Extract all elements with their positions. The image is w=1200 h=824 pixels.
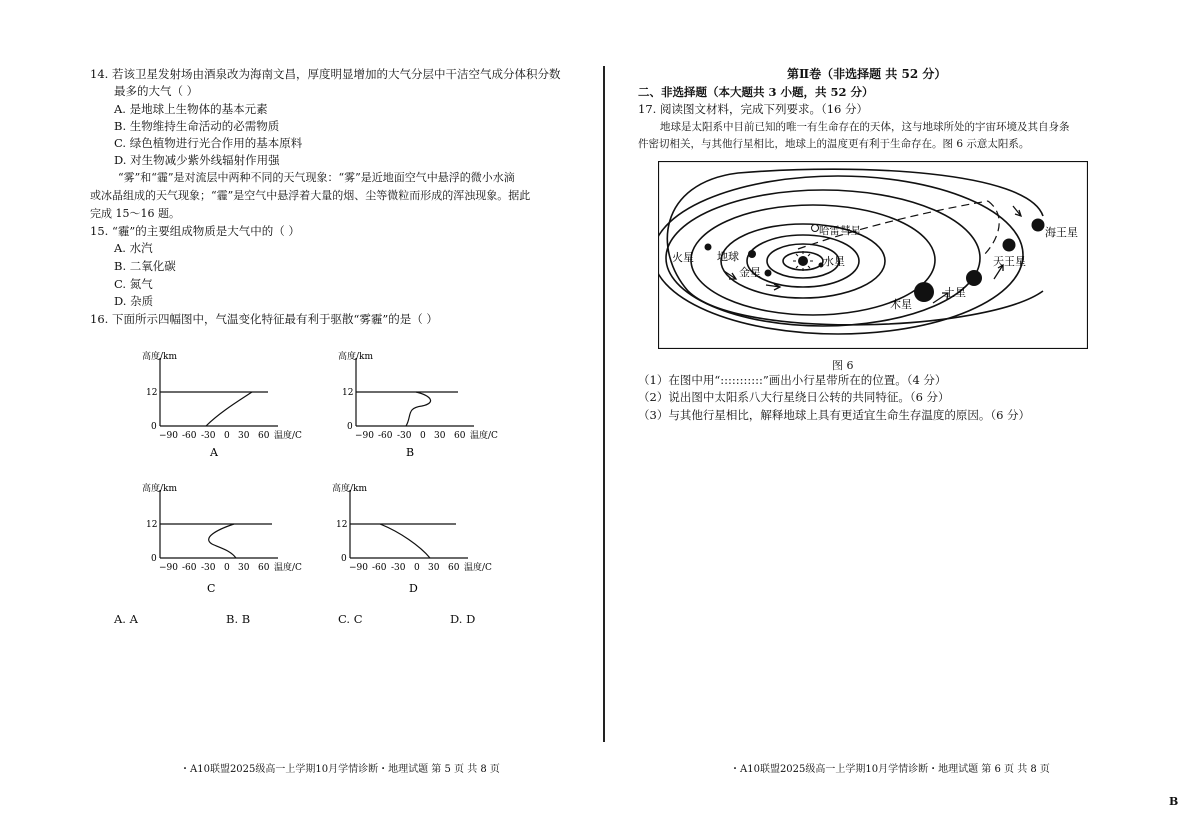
right-footer: ・A10联盟2025级高一上学期10月学情诊断・地理试题 第 6 页 共 8 页: [730, 764, 1050, 775]
earth-dot: [748, 250, 756, 258]
chart-a-xtick: −90: [159, 431, 178, 441]
q17-sub3: （3）与其他行星相比，解释地球上具有更适宜生命生存温度的原因。（6 分）: [638, 408, 1031, 422]
label-mars: 火星: [672, 251, 694, 264]
chart-a-tick-0: 0: [151, 422, 157, 432]
q17-stem: 17. 阅读图文材料，完成下列要求。（16 分）: [638, 102, 868, 116]
chart-b-temperature-curve: [406, 392, 431, 426]
chart-d-xtick: −90: [349, 563, 368, 573]
q14-option-c: C. 绿色植物进行光合作用的基本原料: [114, 136, 303, 150]
chart-d-tick-0: 0: [341, 554, 347, 564]
q16-answer-d: D. D: [450, 612, 476, 626]
chart-d-xtick: -30: [391, 563, 406, 573]
chart-b-letter: B: [406, 446, 415, 459]
chart-c-temperature-curve: [209, 524, 236, 558]
chart-d-xtick: 30: [428, 563, 440, 573]
q16-stem: 16. 下面所示四幅图中，气温变化特征最有利于驱散“雾霾”的是（ ）: [90, 312, 438, 326]
label-venus: 金星: [739, 266, 761, 279]
q14-stem-line2: 最多的大气（ ）: [114, 84, 199, 98]
label-uranus: 天王星: [993, 255, 1026, 268]
chart-a-xticks: [159, 431, 270, 441]
label-saturn: 土星: [944, 286, 966, 299]
comet-dot: [812, 225, 819, 232]
section-heading: 二、非选择题（本大题共 3 小题，共 52 分）: [638, 85, 874, 99]
chart-d-svg: [330, 482, 510, 597]
q17-sub1: （1）在图中用“:::::::::::”画出小行星带所在的位置。（4 分）: [638, 373, 947, 387]
chart-c-svg: [140, 482, 320, 597]
chart-c-xtick: 60: [258, 563, 270, 573]
chart-b-ylabel: 高度/km: [338, 352, 374, 362]
neptune-dot: [1032, 219, 1045, 232]
q15-option-d: D. 杂质: [114, 294, 154, 308]
label-mercury: 水星: [823, 255, 845, 268]
page-divider: [603, 66, 605, 742]
venus-dot: [765, 270, 772, 277]
mars-dot: [705, 244, 712, 251]
saturn-dot: [966, 270, 982, 286]
material-line1: “雾”和“霾”是对流层中两种不同的天气现象：“雾”是近地面空气中悬浮的微小水滴: [118, 171, 515, 184]
q17-passage-line1: 地球是太阳系中目前已知的唯一有生命存在的天体，这与地球所处的宇宙环境及其自身条: [660, 121, 1070, 133]
chart-c-xlabel: 温度/C: [274, 563, 302, 573]
chart-a-xlabel: 温度/C: [274, 431, 302, 441]
chart-c-xtick: -30: [201, 563, 216, 573]
chart-b-tick-12: 12: [342, 388, 354, 398]
q15-option-a: A. 水汽: [114, 241, 153, 255]
chart-c-ylabel: 高度/km: [142, 484, 178, 494]
chart-d-xtick: 0: [414, 563, 420, 573]
solar-system-svg: [658, 161, 1088, 349]
q15-stem: 15. “霾”的主要组成物质是大气中的（ ）: [90, 224, 300, 238]
q15-option-b: B. 二氧化碳: [114, 259, 176, 273]
q14-option-b: B. 生物维持生命活动的必需物质: [114, 119, 280, 133]
chart-c-xtick: -60: [182, 563, 197, 573]
jupiter-dot: [914, 282, 934, 302]
chart-c-tick-0: 0: [151, 554, 157, 564]
chart-b-svg: [336, 350, 516, 460]
q16-answer-c: C. C: [338, 612, 363, 626]
material-line2: 或冰晶组成的天气现象；“霾”是空气中悬浮着大量的烟、尘等微粒而形成的浑浊现象。据此: [90, 189, 531, 202]
chart-b-xlabel: 温度/C: [470, 431, 498, 441]
q14-option-a: A. 是地球上生物体的基本元素: [114, 102, 268, 116]
label-neptune: 海王星: [1045, 226, 1078, 239]
chart-a-xtick: 60: [258, 431, 270, 441]
version-mark: B: [1169, 795, 1179, 808]
q17-passage-line2: 件密切相关，与其他行星相比，地球上的温度更有利于生命存在。图 6 示意太阳系。: [638, 138, 1030, 150]
chart-c-xtick: −90: [159, 563, 178, 573]
temperature-chart-b: [336, 350, 516, 460]
q17-sub2: （2）说出图中太阳系八大行星绕日公转的共同特征。（6 分）: [638, 390, 950, 404]
chart-b-xtick: 30: [434, 431, 446, 441]
chart-a-xtick: 30: [238, 431, 250, 441]
uranus-dot: [1003, 239, 1016, 252]
q14-option-d: D. 对生物减少紫外线辐射作用强: [114, 153, 280, 167]
temperature-chart-a: [140, 350, 320, 460]
chart-a-temperature-curve: [206, 392, 252, 426]
chart-b-xtick: -60: [378, 431, 393, 441]
label-earth: 地球: [717, 250, 739, 263]
chart-c-letter: C: [207, 582, 216, 595]
chart-a-svg: [140, 350, 320, 460]
q16-answer-a: A. A: [114, 612, 138, 626]
left-footer: ・A10联盟2025级高一上学期10月学情诊断・地理试题 第 5 页 共 8 页: [180, 764, 500, 775]
chart-d-temperature-curve: [380, 524, 430, 558]
q16-answer-b: B. B: [226, 612, 251, 626]
part-title: 第Ⅱ卷（非选择题 共 52 分）: [787, 67, 947, 81]
temperature-chart-c: [140, 482, 320, 597]
chart-d-letter: D: [409, 582, 418, 595]
label-jupiter: 木星: [890, 298, 912, 311]
chart-b-xtick: 0: [420, 431, 426, 441]
material-line3: 完成 15～16 题。: [90, 207, 180, 220]
chart-a-xtick: 0: [224, 431, 230, 441]
chart-b-xtick: −90: [355, 431, 374, 441]
q15-option-c: C. 氮气: [114, 277, 153, 291]
sun-icon: [798, 256, 808, 266]
chart-b-xtick: 60: [454, 431, 466, 441]
label-comet: 哈雷彗星: [819, 225, 861, 237]
chart-d-xtick: -60: [372, 563, 387, 573]
chart-c-xtick: 0: [224, 563, 230, 573]
chart-a-tick-12: 12: [146, 388, 158, 398]
chart-d-ylabel: 高度/km: [332, 484, 368, 494]
chart-d-xlabel: 温度/C: [464, 563, 492, 573]
chart-a-ylabel: 高度/km: [142, 352, 178, 362]
chart-d-tick-12: 12: [336, 520, 348, 530]
chart-d-xtick: 60: [448, 563, 460, 573]
solar-system-figure: [658, 161, 1088, 349]
q14-stem-line1: 14. 若该卫星发射场由酒泉改为海南文昌，厚度明显增加的大气分层中干洁空气成分体积分数: [90, 67, 561, 81]
temperature-chart-d: [330, 482, 510, 597]
chart-a-xtick: -30: [201, 431, 216, 441]
figure-caption: 图 6: [832, 359, 854, 372]
chart-b-tick-0: 0: [347, 422, 353, 432]
chart-a-xtick: -60: [182, 431, 197, 441]
chart-a-letter: A: [210, 446, 218, 459]
chart-c-xtick: 30: [238, 563, 250, 573]
chart-c-tick-12: 12: [146, 520, 158, 530]
chart-b-xtick: -30: [397, 431, 412, 441]
